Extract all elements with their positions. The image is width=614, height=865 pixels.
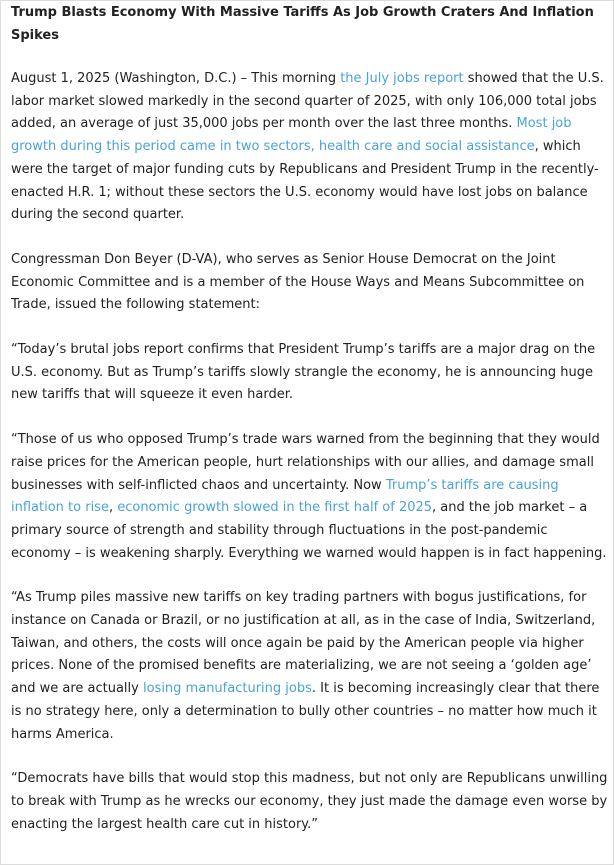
paragraph-quote-4: “Democrats have bills that would stop this madness, but not only are Republicans unwilling to break with Trump as he wrecks our economy, they just made the damage even worse by enacting the largest health care cut in history.” — [11, 771, 608, 832]
intro-text-1: August 1, 2025 (Washington, D.C.) – This morning — [11, 71, 341, 86]
paragraph-intro — [11, 68, 609, 227]
quote-3-text-2: . It is becoming increasingly clear that there is no strategy here, only a determination to bully other countries – no matter how much it harms America. — [11, 681, 600, 742]
quote-2-text-1: “Those of us who opposed Trump’s trade wars warned from the beginning that they would raise prices for the American people, hurt relationships with our allies, and damage small businesses with self-inflicted chaos and uncertainty. Now — [11, 432, 600, 493]
link-tariffs-inflation[interactable]: Trump’s tariffs are causing inflation to rise — [11, 477, 559, 516]
quote-2-text-2: , — [108, 500, 118, 516]
quote-2-text-3: , and the job market – a primary source of strength and stability through fluctuations in the post-pandemic economy – is weakening sharply. Everything we warned would happen is in fact happening. — [11, 500, 607, 561]
paragraph-attribution: Congressman Don Beyer (D-VA), who serves as Senior House Democrat on the Joint Economic Committee and is a member of the House Ways and Means Subcommittee on Trade, issued the following statement: — [11, 251, 585, 313]
link-economic-growth-slowed[interactable]: economic growth slowed in the first half of 2025 — [117, 500, 433, 516]
paragraph-quote-3 — [11, 587, 609, 746]
intro-text-2: showed that the U.S. labor market slowed markedly in the second quarter of 2025, with only 106,000 total jobs added, an average of just 35,000 jobs per month over the last three months. — [11, 71, 604, 132]
link-losing-manufacturing-jobs[interactable]: losing manufacturing jobs — [142, 681, 312, 697]
article-title: Trump Blasts Economy With Massive Tariffs As Job Growth Craters And Inflation Spikes — [11, 5, 594, 43]
article — [11, 0, 609, 836]
paragraph-quote-1: “Today’s brutal jobs report confirms that President Trump’s tariffs are a major drag on the U.S. economy. But as Trump’s tariffs slowly strangle the economy, he is announcing huge new tariffs that will squeeze it even harder. — [11, 342, 596, 403]
intro-text-3: , which were the target of major funding cuts by Republicans and President Trump in the recently-enacted H.R. 1; without these sectors the U.S. economy would have lost jobs on balance during the second quarter. — [11, 139, 599, 223]
link-job-growth-sectors[interactable]: Most job growth during this period came in two sectors, health care and social assistance — [11, 116, 572, 155]
quote-3-text-1: “As Trump piles massive new tariffs on key trading partners with bogus justifications, for instance on Canada or Brazil, or no justification at all, as in the case of India, Switzerland, Taiwan, and others, the costs will once again be paid by the American people via higher prices. None of the promised benefits are materializing, we are not seeing a ‘golden age’ and we are actually — [11, 590, 596, 697]
link-july-jobs-report[interactable]: the July jobs report — [340, 71, 464, 86]
paragraph-quote-2 — [11, 429, 609, 565]
